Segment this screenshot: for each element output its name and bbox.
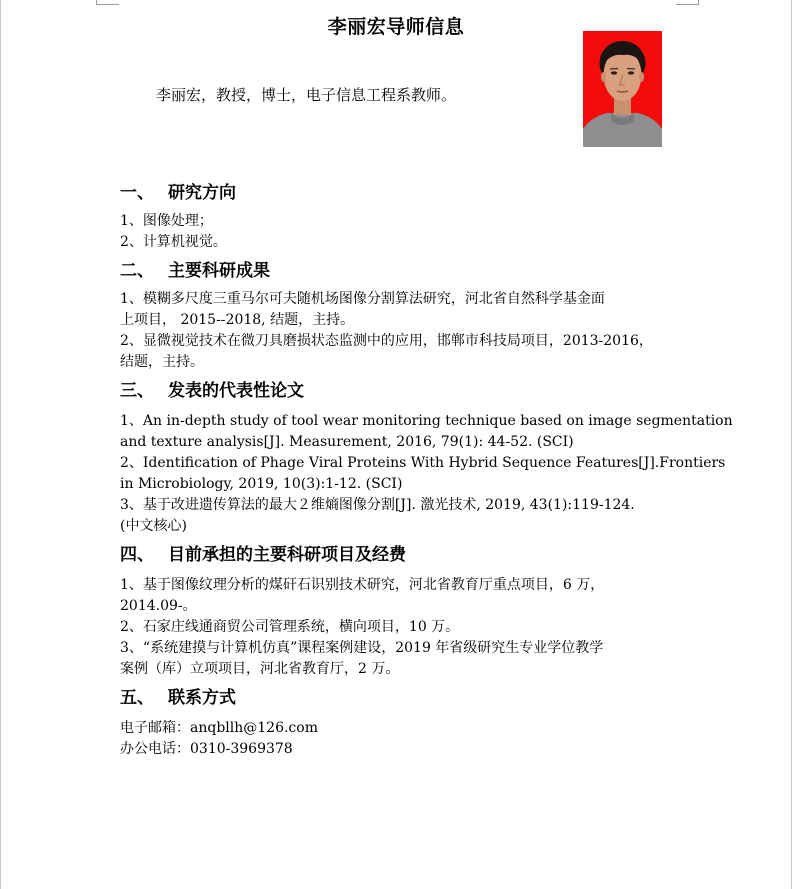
list-item: 2、显微视觉技术在微刀具磨损状态监测中的应用，邯郸市科技局项目，2013-2016，	[120, 333, 653, 349]
section-title: 联系方式	[168, 688, 236, 708]
section-contact	[120, 685, 680, 760]
page-title: 李丽宏导师信息	[327, 16, 465, 38]
list-item: 结题，主持。	[120, 354, 204, 370]
page-edge-left	[0, 0, 1, 889]
section-title: 主要科研成果	[168, 261, 270, 281]
section-heading	[120, 378, 680, 404]
list-item: and texture analysis[J]. Measurement, 2016, 79(1): 44-52. (SCI)	[120, 434, 574, 450]
section-number: 五、	[120, 688, 154, 708]
list-item: 2、石家庄线通商贸公司管理系统，横向项目，10 万。	[120, 619, 460, 635]
document-body	[120, 180, 733, 760]
section-title: 发表的代表性论文	[168, 381, 304, 401]
section-title: 目前承担的主要科研项目及经费	[168, 545, 406, 565]
portrait-photo	[583, 31, 662, 147]
contact-email: 电子邮箱：anqbllh@126.com	[120, 720, 318, 736]
list-item: 2、Identification of Phage Viral Proteins With Hybrid Sequence Features[J].Frontiers	[120, 455, 726, 471]
list-item: 1、图像处理；	[120, 213, 213, 229]
list-item: 1、基于图像纹理分析的煤矸石识别技术研究，河北省教育厅重点项目，6 万，	[120, 577, 605, 593]
contact-phone: 办公电话：0310-3969378	[120, 741, 293, 757]
intro-text: 李丽宏，教授，博士，电子信息工程系教师。	[156, 86, 457, 104]
section-publications	[120, 378, 733, 537]
section-heading	[120, 258, 680, 284]
list-item: 2014.09-。	[120, 598, 197, 614]
list-item: in Microbiology, 2019, 10(3):1-12. (SCI)	[120, 476, 403, 492]
section-heading	[120, 542, 680, 568]
section-title: 研究方向	[168, 183, 236, 203]
list-item: 1、An in-depth study of tool wear monitoring technique based on image segmentation	[120, 413, 733, 429]
section-number: 一、	[120, 183, 154, 203]
section-research-results	[120, 258, 680, 373]
portrait-image	[583, 31, 662, 147]
list-item: 3、基于改进遗传算法的最大２维熵图像分割[J]. 激光技术, 2019, 43(1):119-124.	[120, 497, 635, 513]
section-number: 三、	[120, 381, 154, 401]
section-current-projects	[120, 542, 680, 680]
section-number: 四、	[120, 545, 154, 565]
crop-mark-left	[96, 0, 119, 5]
crop-mark-right	[676, 0, 699, 5]
section-research-direction	[120, 180, 680, 253]
section-heading	[120, 685, 680, 711]
list-item: (中文核心)	[120, 518, 187, 534]
list-item: 案例（库）立项项目，河北省教育厅，2 万。	[120, 661, 400, 677]
section-heading	[120, 180, 680, 206]
list-item: 3、“系统建摸与计算机仿真”课程案例建设，2019 年省级研究生专业学位教学	[120, 640, 604, 656]
list-item: 1、模糊多尺度三重马尔可夫随机场图像分割算法研究，河北省自然科学基金面	[120, 291, 605, 307]
section-number: 二、	[120, 261, 154, 281]
list-item: 上项目， 2015--2018, 结题，主持。	[120, 312, 355, 328]
list-item: 2、计算机视觉。	[120, 234, 227, 250]
